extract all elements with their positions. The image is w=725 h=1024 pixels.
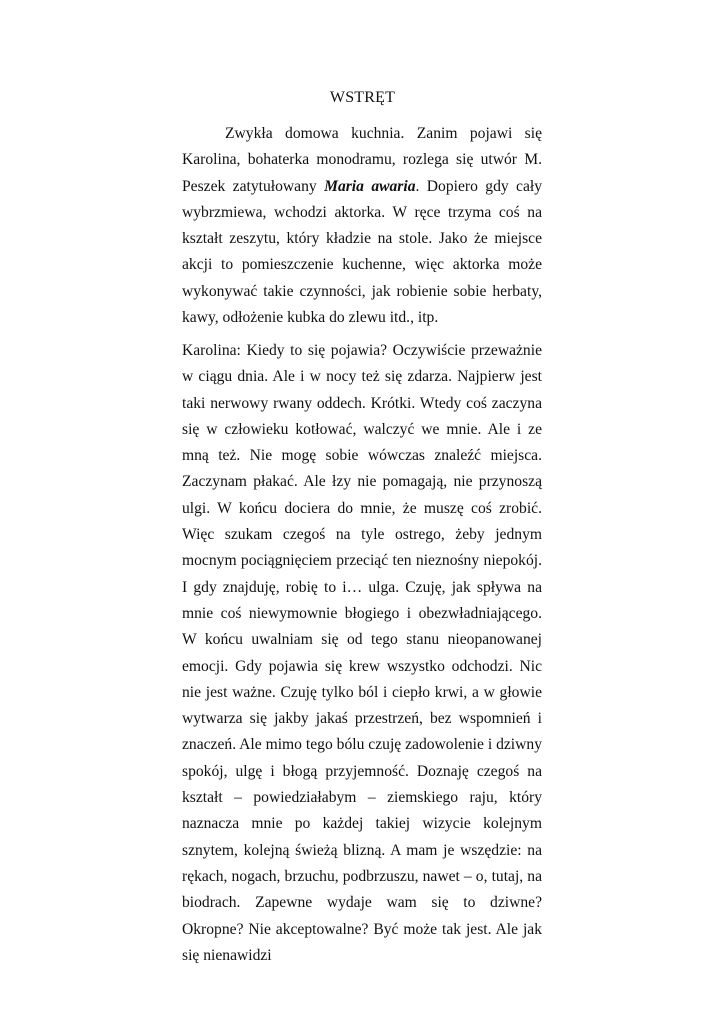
paragraph-text-before: Zwykła domowa kuchnia. Zanim pojawi się Karolina, bohaterka monodramu, rozlega się utwór M. Peszek zatytułowany — [182, 125, 542, 195]
song-title: Maria awaria — [324, 177, 416, 195]
document-title: WSTRĘT — [329, 89, 396, 106]
monologue-paragraph: Karolina: Kiedy to się pojawia? Oczywiście przeważnie w ciągu dnia. Ale i w nocy też się zdarza. Najpierw jest taki nerwowy rwany oddech. Krótki. Wtedy coś zaczyna się w człowieku kotłować, walczyć we mnie. Ale i ze mną też. Nie mogę sobie wówczas znaleźć miejsca. Zaczynam płakać. Ale łzy nie pomagają, nie przynoszą ulgi. W końcu dociera do mnie, że muszę coś zrobić. Więc szukam czegoś na tyle ostrego, żeby jednym mocnym pociągnięciem przeciąć ten nieznośny niepokój. I gdy znajduję, robię to i… ulga. Czuję, jak spływa na mnie coś niewymownie błogiego i obezwładniającego. W końcu uwalniam się od tego stanu nieopanowanej emocji. Gdy pojawia się krew wszystko odchodzi. Nic nie jest ważne. Czuję tylko ból i ciepło krwi, a w głowie wytwarza się jakby jakaś przestrzeń, bez wspomnień i znaczeń. Ale mimo tego bólu czuję zadowolenie i dziwny spokój, ulgę i błogą przyjemność. Doznaję czegoś na kształt – powiedziałabym – ziemskiego raju, który naznacza mnie po każdej takiej wizycie kolejnym sznytem, kolejną świeżą blizną. A mam je wszędzie: na rękach, nogach, brzuchu, podbrzuszu, nawet – o, tutaj, na biodrach. Zapewne wydaje wam się to dziwne? Okropne? Nie akceptowalne? Być może tak jest. Ale jak się nienawidzi — [182, 342, 542, 964]
stage-direction-paragraph — [182, 121, 542, 331]
paragraph-text-after: . Dopiero gdy cały wybrzmiewa, wchodzi aktorka. W ręce trzyma coś na kształt zeszytu, który kładzie na stole. Jako że miejsce akcji to pomieszczenie kuchenne, więc aktorka może wykonywać takie czynności, jak robienie sobie herbaty, kawy, odłożenie kubka do zlewu itd., itp. — [182, 177, 543, 327]
